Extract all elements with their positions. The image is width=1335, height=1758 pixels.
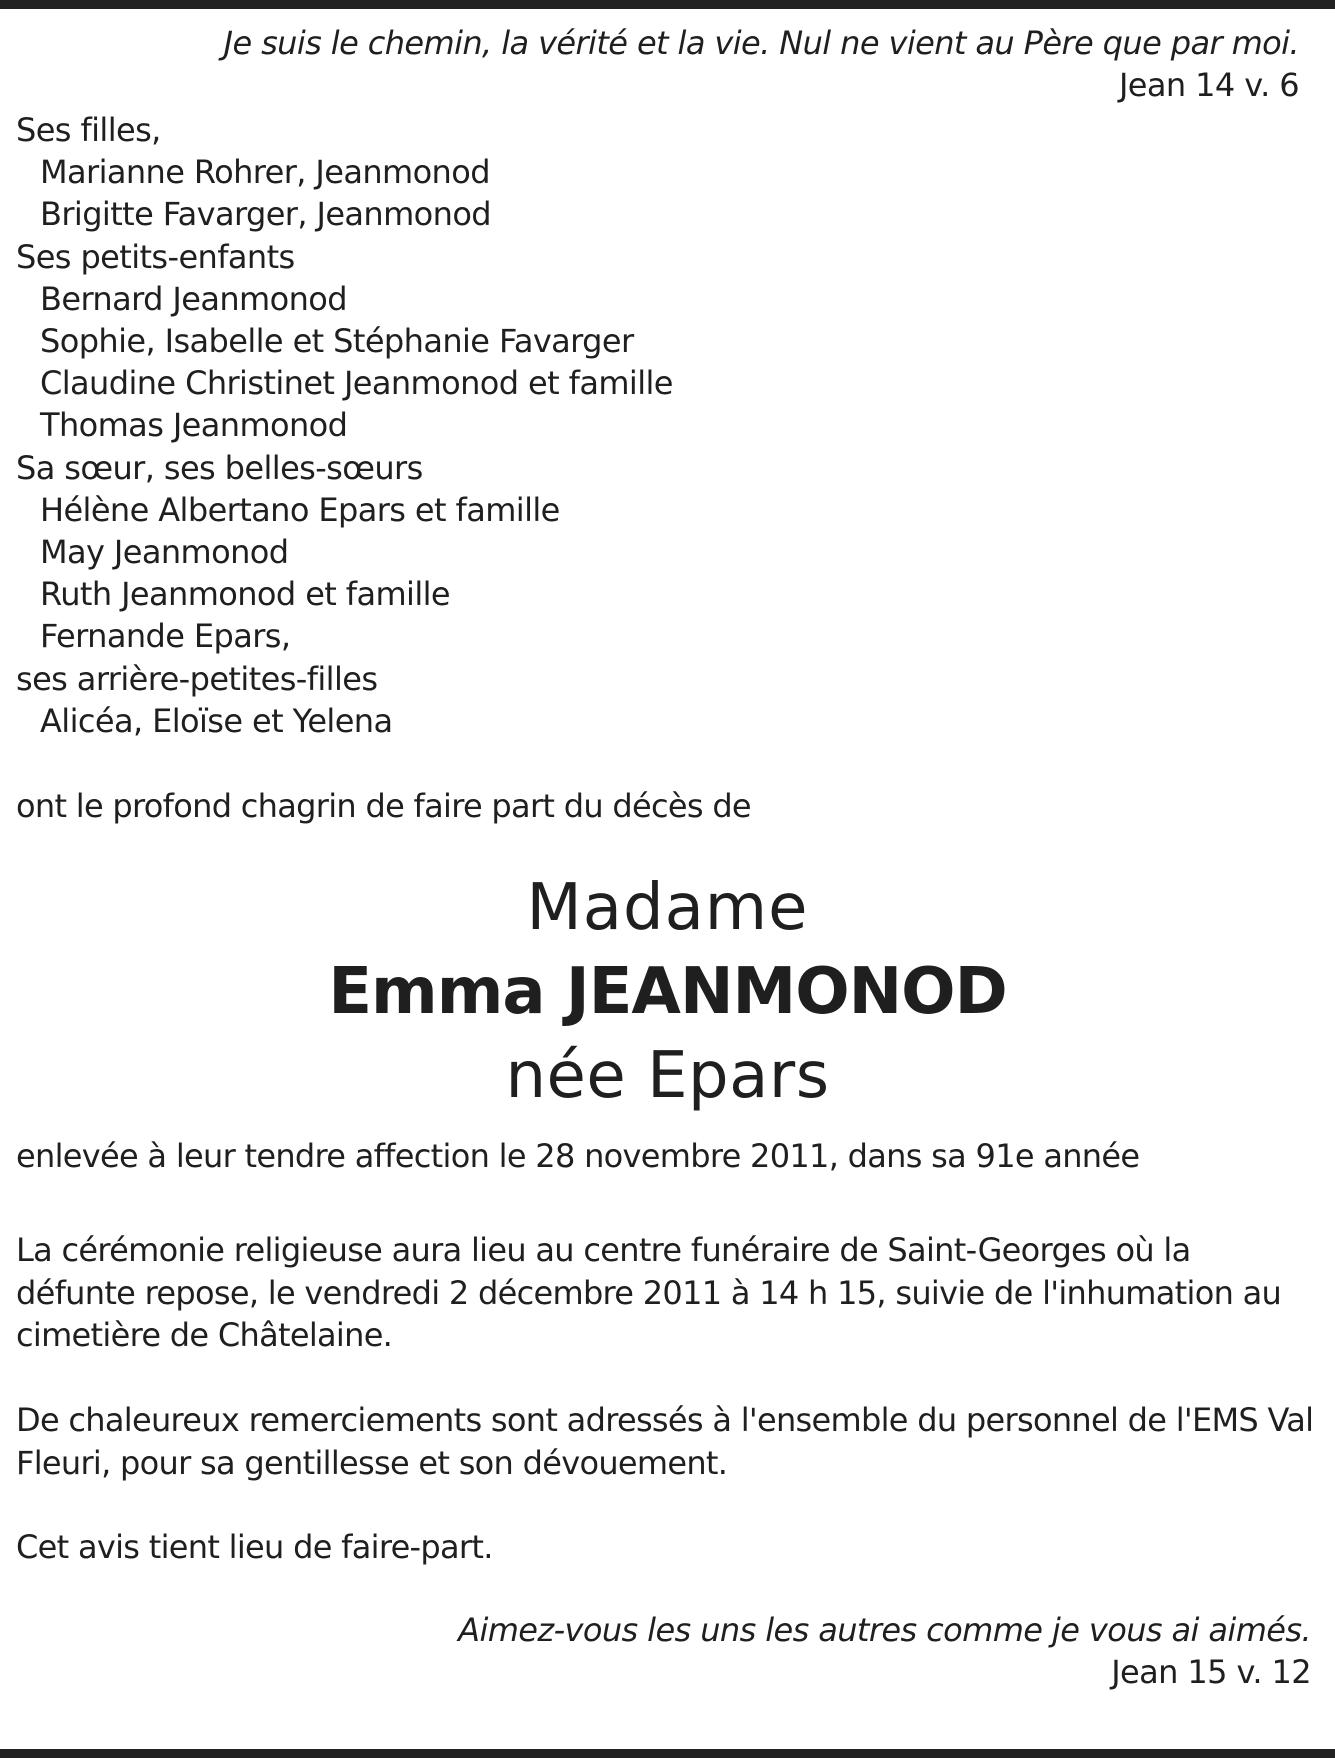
ceremony-text: La cérémonie religieuse aura lieu au centre funéraire de Saint-Georges où la défunte repose, le vendredi 2 décembre 2011 à 14 h 15, suivie de l'inhumation au cimetière de Châtelaine. [16,1231,1282,1354]
deceased-maiden-name: née Epars [505,1039,830,1113]
family-group-title: Ses filles, [16,111,161,149]
family-member: Marianne Rohrer, Jeanmonod [40,153,490,192]
top-border-rule [0,0,1335,9]
notice-text: Cet avis tient lieu de faire-part. [16,1528,493,1566]
death-notice-text: enlevée à leur tendre affection le 28 novembre 2011, dans sa 91e année [16,1137,1140,1175]
family-member: Sophie, Isabelle et Stéphanie Favarger [40,322,634,361]
announcement-text: ont le profond chagrin de faire part du décès de [16,787,751,825]
family-group-title: ses arrière-petites-filles [16,659,378,698]
bottom-border-rule [0,1749,1335,1758]
family-member: Bernard Jeanmonod [40,279,347,318]
family-member: Alicéa, Eloïse et Yelena [40,701,393,740]
family-member: Hélène Albertano Epars et famille [40,490,560,529]
closing-verse-reference: Jean 15 v. 12 [1111,1653,1311,1691]
family-member: May Jeanmonod [40,533,289,572]
deceased-name-block [0,866,1335,1118]
deceased-name: Emma JEANMONOD [328,955,1007,1029]
family-group-title: Sa sœur, ses belles-sœurs [16,448,423,487]
family-member: Thomas Jeanmonod [40,406,348,445]
closing-verse-quote: Aimez-vous les uns les autres comme je vous ai aimés. [458,1611,1311,1649]
opening-verse-quote: Je suis le chemin, la vérité et la vie. Nul ne vient au Père que par moi. [223,24,1299,62]
opening-verse-reference: Jean 14 v. 6 [1118,66,1299,104]
family-member: Fernande Epars, [40,617,291,656]
thanks-text: De chaleureux remerciements sont adressés à l'ensemble du personnel de l'EMS Val Fleuri, pour sa gentillesse et son dévouement. [16,1401,1314,1482]
opening-verse [224,22,1299,106]
family-group-title: Ses petits-enfants [16,237,295,276]
family-member: Ruth Jeanmonod et famille [40,575,451,614]
family-list [16,109,673,742]
family-member: Brigitte Favarger, Jeanmonod [40,195,492,234]
family-member: Claudine Christinet Jeanmonod et famille [40,364,673,403]
closing-verse [458,1609,1311,1693]
deceased-title: Madame [526,871,809,945]
